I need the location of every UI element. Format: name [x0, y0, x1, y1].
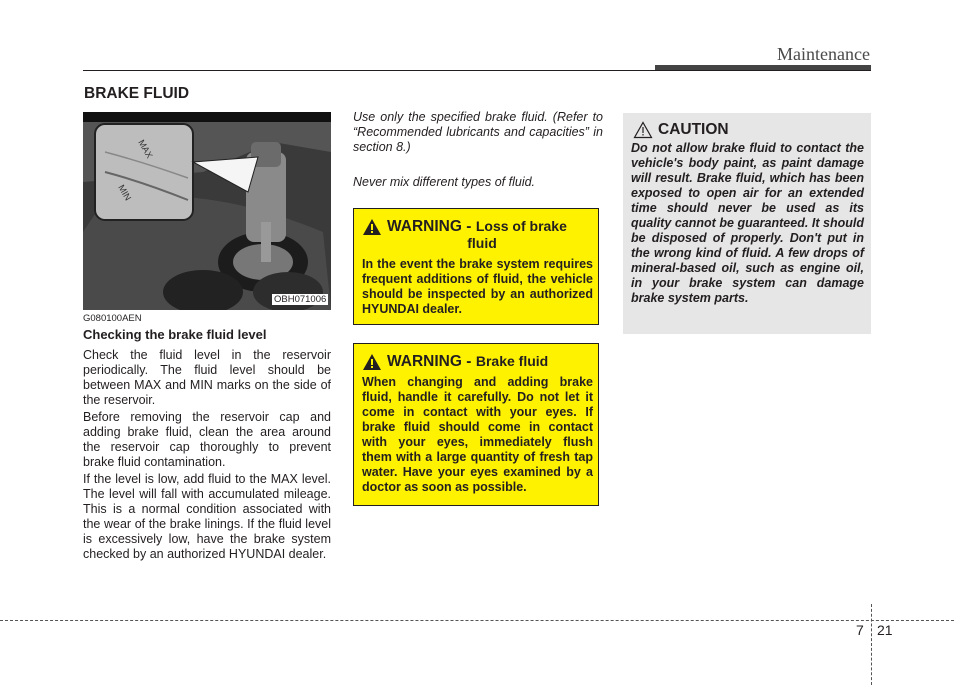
page-number: 21 [877, 622, 893, 638]
warning-subject: Brake fluid [475, 353, 549, 369]
body-paragraph: Check the fluid level in the reservoir periodically. The fluid level should be between MAX and MIN marks on the side of the reservoir. [83, 348, 331, 407]
sub-heading: Checking the brake fluid level [83, 327, 267, 342]
header-rule [83, 70, 871, 71]
warning-box-loss-of-fluid [353, 208, 599, 325]
warning-subject: Loss of brake [475, 218, 567, 234]
header-section-title: Maintenance [777, 44, 870, 64]
footer-divider [871, 604, 872, 685]
caution-body: Do not allow brake fluid to contact the vehicle's body paint, as paint damage will result. Brake fluid, which has been exposed to open air for an extended time should never be used as its quality cannot be guaranteed. It should be disposed of properly. Don't put in the wrong kind of fluid. A few drops of mineral-based oil, such as engine oil, in your brake system can damage brake system parts. [631, 141, 864, 305]
caution-triangle-icon [633, 121, 653, 139]
warning-subject-continued: fluid [467, 235, 497, 251]
warning-label: WARNING - [387, 353, 472, 370]
warning-triangle-icon [362, 353, 382, 371]
brake-reservoir-photo [83, 112, 331, 310]
reservoir-max-mark: MAX [136, 138, 155, 160]
body-paragraph: Before removing the reservoir cap and adding brake fluid, clean the area around the reservoir cap thoroughly to prevent brake fluid contamination. [83, 410, 331, 469]
chapter-number: 7 [856, 622, 864, 638]
caution-box [623, 113, 871, 334]
figure-code: G080100AEN [83, 313, 142, 324]
photo-code: OBH071006 [274, 294, 327, 305]
section-title: BRAKE FLUID [84, 85, 190, 102]
note-paragraph: Never mix different types of fluid. [353, 175, 536, 189]
reservoir-min-mark: MIN [116, 183, 134, 203]
warning-box-brake-fluid [353, 343, 599, 506]
warning-body: In the event the brake system requires frequent additions of fluid, the vehicle should be inspected by an authorized HYUNDAI dealer. [362, 257, 593, 316]
warning-label: WARNING - [387, 218, 472, 235]
warning-triangle-icon [362, 218, 382, 236]
body-paragraph: If the level is low, add fluid to the MAX level. The level will fall with accumulated mileage. This is a normal condition associated with the wear of the brake linings. If the fluid level is excessively low, have the brake system checked by an authorized HYUNDAI dealer. [83, 472, 331, 561]
footer-rule [0, 620, 954, 621]
warning-body: When changing and adding brake fluid, handle it carefully. Do not let it come in contact with your eyes. If brake fluid should come in contact with your eyes, immediately flush them with a large quantity of fresh tap water. Have your eyes examined by a doctor as soon as possible. [362, 375, 593, 494]
caution-label: CAUTION [658, 121, 729, 138]
note-paragraph: Use only the specified brake fluid. (Refer to “Recommended lubricants and capacities” in section 8.) [353, 110, 603, 154]
